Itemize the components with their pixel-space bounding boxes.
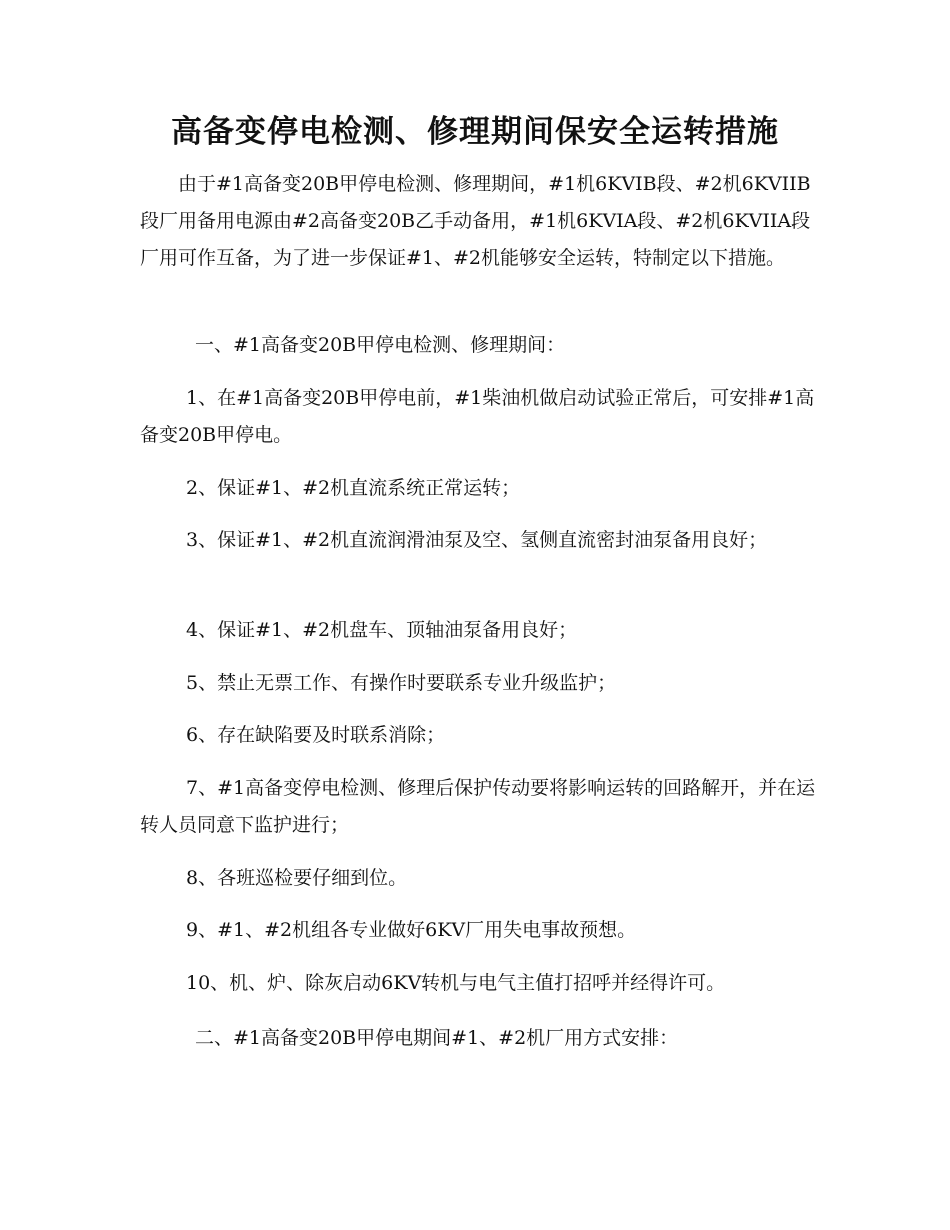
section-1-heading: 一、#1高备变20B甲停电检测、修理期间： (195, 334, 566, 356)
list-item: 2、保证#1、#2机直流系统正常运转； (186, 477, 521, 499)
list-item: 6、存在缺陷要及时联系消除； (186, 724, 446, 746)
list-item: 8、各班巡检要仔细到位。 (186, 867, 408, 889)
list-item: 10、机、炉、除灰启动6KV转机与电气主值打招呼并经得许可。 (186, 972, 726, 994)
list-item: 4、保证#1、#2机盘车、顶轴油泵备用良好； (186, 619, 578, 641)
document-title: 高备变停电检测、修理期间保安全运转措施 (171, 114, 779, 150)
list-item: 1、在#1高备变20B甲停电前，#1柴油机做启动试验正常后，可安排#1高备变20B甲停电。 (140, 387, 815, 446)
list-item: 7、#1高备变停电检测、修理后保护传动要将影响运转的回路解开，并在运转人员同意下监护进行； (140, 777, 816, 836)
list-item: 9、#1、#2机组各专业做好6KV厂用失电事故预想。 (186, 919, 637, 941)
intro-paragraph: 由于#1高备变20B甲停电检测、修理期间，#1机6KVIB段、#2机6KVIIB段厂用备用电源由#2高备变20B乙手动备用，#1机6KVIA段、#2机6KVIIA段厂用可作互备，为了进一步保证#1、#2机能够安全运转，特制定以下措施。 (140, 173, 811, 269)
list-item: 3、保证#1、#2机直流润滑油泵及空、氢侧直流密封油泵备用良好； (186, 529, 768, 551)
list-item: 5、禁止无票工作、有操作时要联系专业升级监护； (186, 672, 617, 694)
section-2-heading: 二、#1高备变20B甲停电期间#1、#2机厂用方式安排： (195, 1027, 679, 1049)
